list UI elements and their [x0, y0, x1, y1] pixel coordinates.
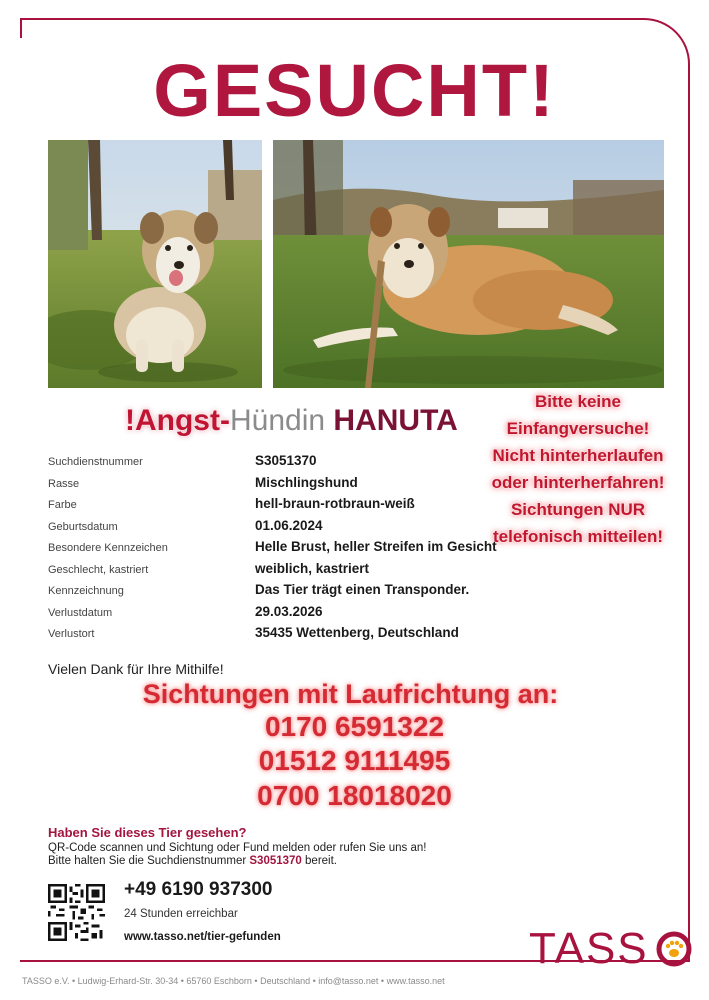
fact-value: weiblich, kastriert: [255, 560, 370, 576]
seen-id-note: [48, 855, 337, 867]
fact-value: 35435 Wettenberg, Deutschland: [255, 625, 459, 640]
warning-line: Nicht hinterherlaufen: [492, 446, 664, 465]
website-link[interactable]: www.tasso.net/tier-gefunden: [124, 931, 281, 943]
sighting-phone-3[interactable]: 0700 18018020: [257, 780, 452, 811]
sightings-heading: Sichtungen mit Laufrichtung an:: [142, 679, 559, 709]
seen-id-suffix: bereit.: [301, 855, 337, 867]
thanks-note: Vielen Dank für Ihre Mithilfe!: [48, 661, 224, 677]
fact-row: [48, 582, 488, 604]
capture-warning: [458, 388, 698, 550]
warning-line: Einfangversuche!: [506, 419, 650, 438]
fact-label: Suchdienstnummer: [48, 456, 143, 468]
fact-label: Verlustort: [48, 628, 95, 640]
fact-value: Das Tier trägt einen Transponder.: [255, 582, 470, 597]
dog-type-label: Hündin: [229, 404, 326, 437]
sighting-phone-2[interactable]: 01512 9111495: [258, 745, 451, 776]
fact-label: Rasse: [48, 477, 80, 490]
dog-photo-lying: [273, 140, 664, 388]
seen-instructions: QR-Code scannen und Sichtung oder Fund melden oder rufen Sie uns an!: [48, 842, 427, 854]
fact-row: [48, 475, 488, 497]
seen-id-prefix: Bitte halten Sie die Suchdienstnummer: [48, 855, 250, 867]
paw-icon: [654, 929, 694, 969]
fact-value: Helle Brust, heller Streifen im Gesicht: [255, 539, 497, 554]
fact-label: Geschlecht, kastriert: [48, 563, 149, 576]
fact-label: Farbe: [48, 499, 77, 511]
tasso-logo: TASS: [529, 924, 649, 973]
warning-line: oder hinterherfahren!: [491, 473, 665, 492]
footer-address: TASSO e.V. • Ludwig-Erhard-Str. 30-34 • 65760 Eschborn • Deutschland • info@tasso.net • www.tasso.net: [22, 976, 445, 986]
fact-row: [48, 561, 488, 583]
seen-question: Haben Sie dieses Tier gesehen?: [48, 825, 247, 840]
fact-row: [48, 539, 497, 561]
fact-row: [48, 496, 488, 518]
dog-name-line: [125, 404, 458, 438]
fact-row: [48, 518, 488, 540]
headline: GESUCHT!: [153, 49, 556, 132]
fact-value: 29.03.2026: [255, 603, 323, 619]
warning-line: Bitte keine: [535, 392, 621, 411]
fact-row: [48, 604, 488, 626]
dog-photo-standing: [48, 140, 262, 388]
fact-label: Geburtsdatum: [48, 520, 118, 533]
fear-warning-prefix: !Angst-: [125, 404, 230, 437]
fact-value: hell-braun-rotbraun-weiß: [255, 496, 415, 511]
dog-facts-table: [48, 453, 497, 647]
fact-label: Kennzeichnung: [48, 585, 124, 597]
fact-value: 01.06.2024: [255, 517, 323, 533]
dog-name: HANUTA: [333, 404, 458, 437]
search-id: S3051370: [249, 855, 302, 867]
fact-row: [48, 625, 488, 647]
fact-label: Besondere Kennzeichen: [48, 542, 168, 554]
hotline-number[interactable]: +49 6190 937300: [124, 879, 273, 900]
availability-note: 24 Stunden erreichbar: [124, 908, 238, 920]
sighting-phone-1[interactable]: 0170 6591322: [264, 711, 445, 742]
qr-code-icon[interactable]: [48, 884, 105, 941]
fact-value: Mischlingshund: [255, 474, 358, 490]
fact-label: Verlustdatum: [48, 606, 113, 619]
poster-border-corner: [20, 18, 22, 38]
warning-line: telefonisch mitteilen!: [492, 527, 664, 546]
fact-row: [48, 453, 488, 475]
warning-line: Sichtungen NUR: [510, 500, 646, 519]
fact-value: S3051370: [255, 453, 317, 468]
